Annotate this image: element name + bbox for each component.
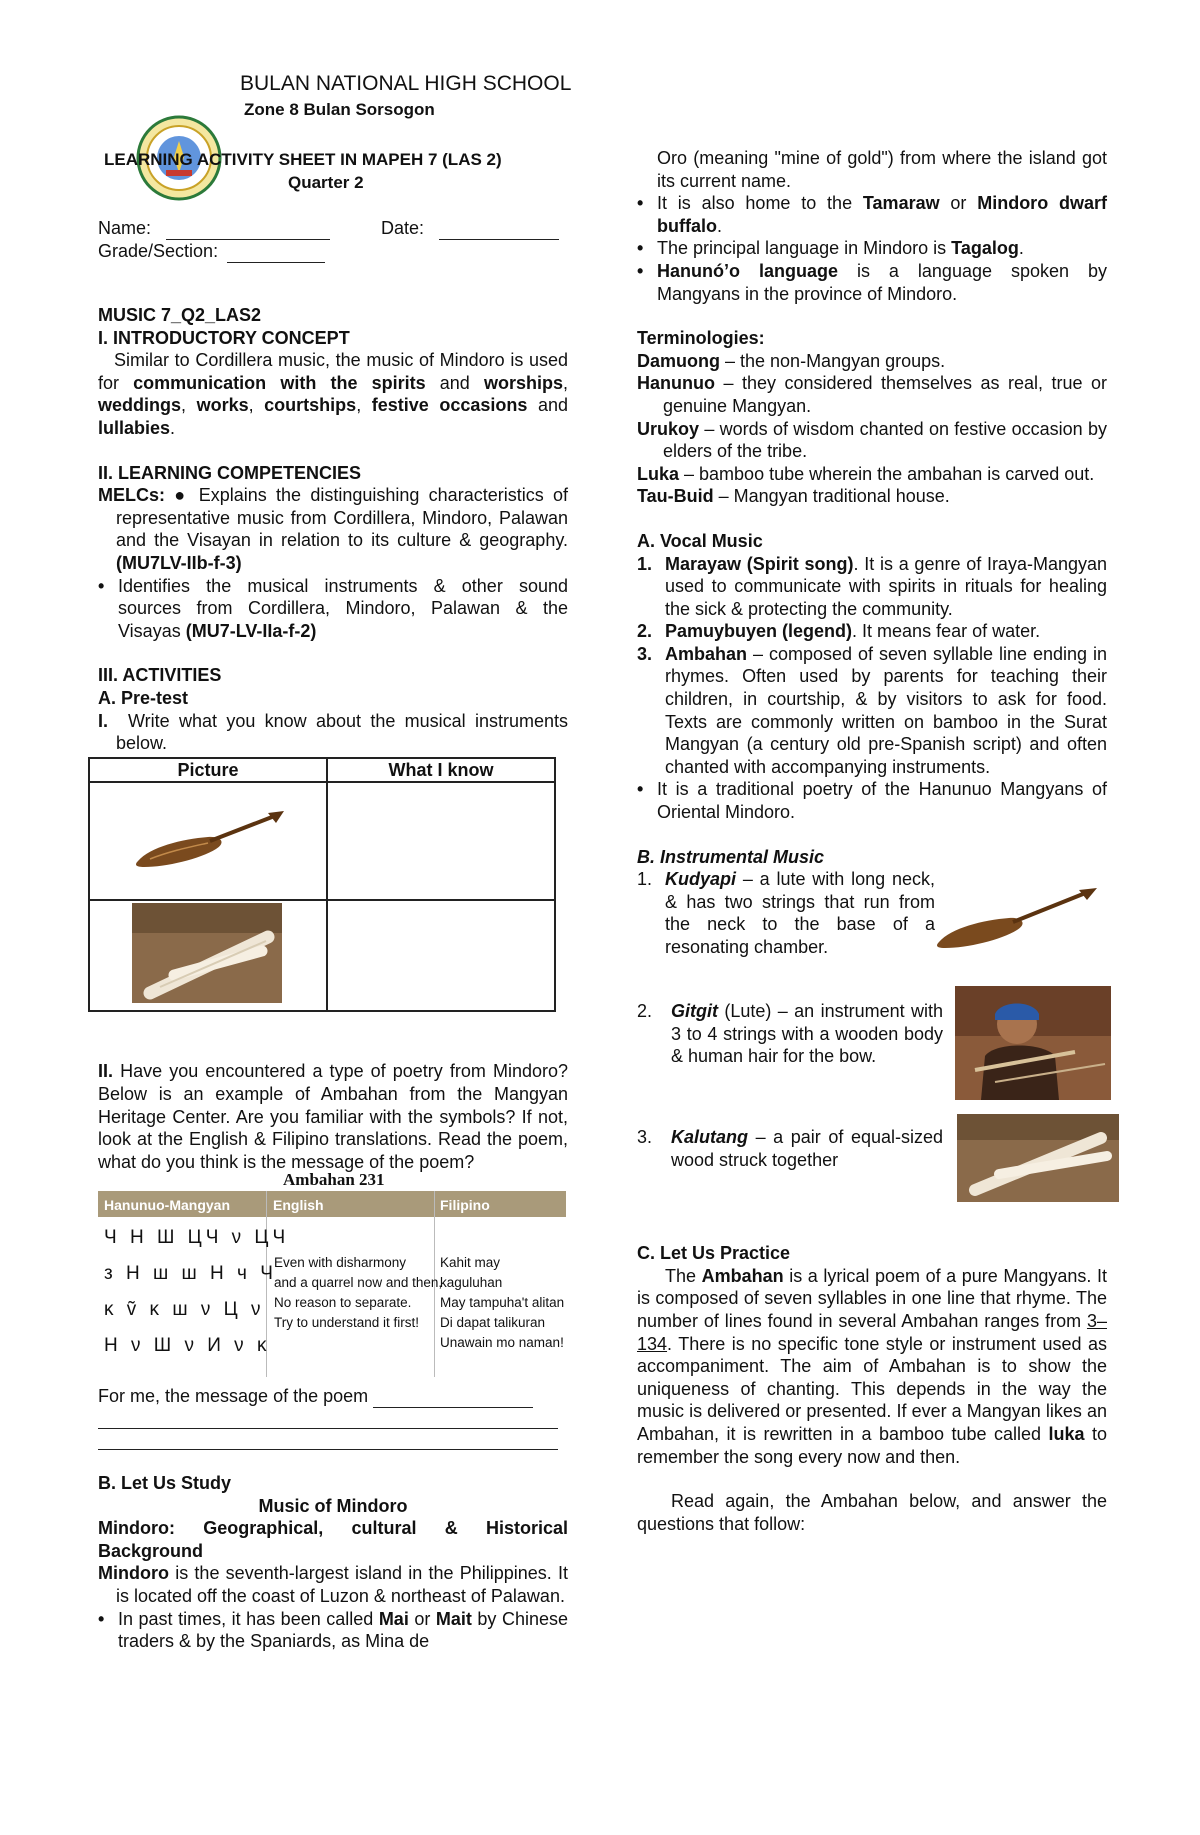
term-word: Hanunuo <box>637 373 715 394</box>
answer-line[interactable] <box>98 1429 558 1450</box>
continued-text: Oro (meaning "mine of gold") from where the island got its current name. <box>657 148 1107 191</box>
read-again-instruction: Read again, the Ambahan below, and answer the questions that follow: <box>637 1491 1107 1534</box>
ambahan-symbols-line: з Η ш ш Η ч Ч <box>104 1263 277 1285</box>
message-label: For me, the message of the poem <box>98 1386 369 1407</box>
ambahan-header-english: English <box>273 1197 324 1214</box>
item-title: Gitgit <box>671 1001 718 1022</box>
ambahan-title: Ambahan 231 <box>283 1170 385 1190</box>
intro-text: , <box>356 395 372 416</box>
term-definition: – they considered themselves as real, true or genuine Mangyan. <box>663 373 1107 416</box>
kalutang-picture <box>957 1114 1119 1202</box>
practice-bold: Ambahan <box>701 1265 784 1286</box>
sheet-title: LEARNING ACTIVITY SHEET IN MAPEH 7 (LAS 2) <box>104 150 502 169</box>
pretest-table <box>88 757 556 1013</box>
item-text: – composed of seven syllable line ending in rhymes. Often used by parents for teaching their children, in courtship, & by visitors to ask for food. Texts are commonly written on bamboo in the Surat Mangyan (a century old pre-Spanish script) and often chanted with accompanying instruments. <box>665 643 1107 777</box>
message-prompt <box>98 1385 568 1408</box>
bullet-text: . <box>1018 238 1024 259</box>
intro-text: and <box>527 395 568 416</box>
bullet-bold: Hanunó’o language <box>657 260 838 281</box>
melc-2 <box>98 575 568 643</box>
bullet-bold: Mindoro dwarf buffalo <box>657 193 1107 236</box>
bullet-text: or <box>408 1608 436 1629</box>
term-luka <box>637 463 1107 486</box>
term-definition: – Mangyan traditional house. <box>713 486 950 507</box>
instrumental-music-heading: B. Instrumental Music <box>637 846 825 867</box>
instrument-gitgit <box>637 1000 1107 1110</box>
item-text: – a lute with long neck, & has two strings that run from the neck to the base of a resonating chamber. <box>665 869 935 957</box>
bullet-bold: Tagalog <box>951 238 1019 259</box>
term-definition: – the non-Mangyan groups. <box>720 350 946 371</box>
gitgit-player-photo <box>955 986 1111 1100</box>
background-heading: Mindoro: Geographical, cultural & Historical Background <box>98 1518 568 1561</box>
bullet-text: The principal language in Mindoro is <box>657 238 952 259</box>
ambahan-filipino-line: Di dapat talikuran <box>440 1315 546 1331</box>
bullet-bold: Mai <box>378 1608 409 1629</box>
mindoro-paragraph <box>98 1562 568 1607</box>
school-address: Zone 8 Bulan Sorsogon <box>244 100 435 119</box>
intro-text: , <box>562 372 568 393</box>
intro-text: Similar to Cordillera music, the music of Mindoro is used for <box>98 350 568 393</box>
section-activities: III. ACTIVITIES <box>98 665 222 686</box>
kudyapi-image <box>90 783 326 893</box>
vocal-item-pamuybuyen <box>637 620 1107 643</box>
intro-text: . <box>170 417 176 438</box>
hanunoo-bullet <box>637 260 1107 305</box>
kalutang-image <box>90 901 326 1005</box>
intro-text: , <box>248 395 265 416</box>
answer-cell-2[interactable] <box>327 900 555 1012</box>
vocal-item-ambahan <box>637 643 1107 779</box>
item-title: Marayaw (Spirit song) <box>665 553 854 574</box>
school-name: BULAN NATIONAL HIGH SCHOOL <box>240 72 572 95</box>
item-text: . It means fear of water. <box>852 621 1041 642</box>
intro-bold: courtships <box>264 395 357 416</box>
ambahan-filipino-line: Unawain mo naman! <box>440 1335 564 1351</box>
ambahan-filipino-line: Kahit may kaguluhan <box>440 1255 503 1291</box>
pretest-heading: A. Pre-test <box>98 687 189 708</box>
ambahan-english-line: and a quarrel now and then, <box>274 1275 443 1291</box>
answer-cell-1[interactable] <box>327 782 555 900</box>
kalutang-text <box>637 1126 943 1171</box>
left-column <box>98 304 568 1653</box>
bullet-text: by Chinese traders & by the Spaniards, as Mina de <box>118 1608 568 1652</box>
term-definition: – words of wisdom chanted on festive occasion by elders of the tribe. <box>663 418 1107 462</box>
melc-1-text: ● Explains the distinguishing characteristics of representative music from Cordillera, Mindoro, Palawan and the Visayan in relation to its culture & geography. <box>116 485 568 551</box>
ambahan-bullet: • It is a traditional poetry of the Hanunuo Mangyans of Oriental Mindoro. <box>637 778 1107 823</box>
name-label: Name: <box>98 218 152 238</box>
date-field <box>381 217 559 240</box>
mindoro-bold: Mindoro <box>98 1563 169 1584</box>
term-word: Urukoy <box>637 418 700 439</box>
mindoro-text: is the seventh-largest island in the Philippines. It is located off the coast of Luzon & northeast of Palawan. <box>116 1563 568 1606</box>
gitgit-text <box>637 1000 943 1068</box>
grade-label: Grade/Section: <box>98 241 219 261</box>
kudyapi-text <box>637 868 935 958</box>
grade-blank[interactable] <box>227 262 325 263</box>
question-1-number: I. <box>98 710 109 731</box>
message-blank[interactable] <box>373 1407 533 1408</box>
practice-text: to remember the song every now and then. <box>637 1423 1108 1467</box>
intro-bold: weddings <box>98 395 182 416</box>
intro-text: , <box>181 395 197 416</box>
section-competencies: II. LEARNING COMPETENCIES <box>98 462 362 483</box>
date-label: Date: <box>381 218 425 238</box>
item-number: 3. <box>637 1127 653 1148</box>
music-of-mindoro-heading: Music of Mindoro <box>258 1495 408 1516</box>
section-introductory: I. INTRODUCTORY CONCEPT <box>98 327 350 348</box>
melcs-label: MELCs: <box>98 485 175 506</box>
bullet-text: . <box>717 215 723 236</box>
melc-1 <box>98 484 568 574</box>
question-2 <box>98 1060 568 1173</box>
ambahan-symbols-line: Η ν Ш ν И ν κ <box>104 1335 271 1357</box>
term-word: Luka <box>637 463 680 484</box>
bullet-text: In past times, it has been called <box>118 1608 379 1629</box>
ambahan-231-image <box>98 1170 566 1377</box>
let-us-practice-heading: C. Let Us Practice <box>637 1243 791 1264</box>
item-text: – a pair of equal-sized wood struck together <box>671 1127 943 1170</box>
section-let-us-study: B. Let Us Study <box>98 1473 232 1494</box>
picture-cell-kudyapi <box>89 782 327 900</box>
item-title: Kudyapi <box>665 869 737 890</box>
intro-text: and <box>425 372 484 393</box>
item-number: 1. <box>637 869 653 890</box>
lesson-code: MUSIC 7_Q2_LAS2 <box>98 305 262 325</box>
item-title: Kalutang <box>671 1127 749 1148</box>
picture-cell-kalutang <box>89 900 327 1012</box>
table-header-picture: Picture <box>89 758 327 783</box>
instrument-kudyapi <box>637 868 1107 984</box>
intro-paragraph <box>98 349 568 439</box>
grade-field <box>98 240 325 263</box>
bullet-bold: Tamaraw <box>862 193 940 214</box>
question-1-text: Write what you know about the musical instruments below. <box>116 710 568 754</box>
practice-bold: luka <box>1048 1423 1085 1444</box>
intro-bold: communication with the spirits <box>133 372 426 393</box>
intro-bold: works <box>196 395 249 416</box>
bullet-text: It is also home to the <box>657 193 863 214</box>
table-header-what-i-know: What I know <box>327 758 555 783</box>
answer-line[interactable] <box>98 1408 558 1429</box>
practice-text: The <box>665 1265 702 1286</box>
bullet-text: is a language spoken by Mangyans in the province of Mindoro. <box>657 260 1107 304</box>
bullet-bold: Mait <box>435 1608 472 1629</box>
ambahan-symbols-line: Ч Η Ш ЦЧ ν ЦЧ <box>104 1227 290 1249</box>
ambahan-header-filipino: Filipino <box>440 1197 490 1214</box>
practice-underlined: 3–134 <box>637 1311 1107 1354</box>
question-2-text: Have you encountered a type of poetry from Mindoro? Below is an example of Ambahan from the Mangyan Heritage Center. Are you familiar with the symbols? If not, look at the English & Filipino translations. Read the poem, what do you think is the message of the poem? <box>98 1061 568 1172</box>
intro-bold: worships <box>483 372 563 393</box>
practice-text: . There is no specific tone style or instrument used as accompaniment. The aim of Ambahan is to show the uniqueness of chanting. This depends in the way the music is delivered or presented. If ever a Mangyan likes an Ambahan, it is rewritten in a bamboo tube called <box>637 1333 1107 1444</box>
practice-text: is a lyrical poem of a pure Mangyans. It is composed of seven syllables in one line that rhyme. The number of lines found in several Ambahan ranges from <box>637 1265 1107 1331</box>
item-number: 1. <box>637 553 653 574</box>
kudyapi-picture <box>933 874 1113 970</box>
vocal-item-marayaw <box>637 553 1107 621</box>
ambahan-filipino-line: May tampuha't alitan <box>440 1295 565 1311</box>
item-title: Pamuybuyen (legend) <box>665 621 853 642</box>
term-hanunuo <box>637 372 1107 417</box>
question-1 <box>98 710 568 755</box>
name-field <box>98 217 330 240</box>
mindoro-names-bullet <box>98 1608 568 1653</box>
instrument-kalutang <box>637 1126 1107 1222</box>
item-title: Ambahan <box>665 643 748 664</box>
term-word: Damuong <box>637 350 720 371</box>
date-blank[interactable] <box>439 239 559 240</box>
intro-bold: lullabies <box>98 417 171 438</box>
item-number: 2. <box>637 1001 653 1022</box>
terminologies-heading: Terminologies: <box>637 328 765 349</box>
quarter-label: Quarter 2 <box>288 173 364 192</box>
ambahan-header-hanunuo: Hanunuo-Mangyan <box>104 1197 230 1214</box>
melc-2-code: (MU7-LV-IIa-f-2) <box>185 620 317 641</box>
vocal-music-heading: A. Vocal Music <box>637 530 763 551</box>
ambahan-english-line: Even with disharmony <box>274 1255 407 1271</box>
term-tau-buid <box>637 485 1107 508</box>
melc-1-code: (MU7LV-IIb-f-3) <box>116 552 242 573</box>
tamaraw-bullet <box>637 192 1107 237</box>
term-urukoy <box>637 418 1107 463</box>
item-text: (Lute) – an instrument with 3 to 4 strings with a wooden body & human hair for the bow. <box>671 1001 943 1067</box>
melc-2-text: Identifies the musical instruments & other sound sources from Cordillera, Mindoro, Palawan & the Visayas <box>118 575 568 641</box>
question-2-number: II. <box>98 1061 114 1082</box>
practice-paragraph <box>637 1265 1107 1468</box>
ambahan-english-line: No reason to separate. <box>274 1295 412 1311</box>
term-word: Tau-Buid <box>637 486 714 507</box>
term-damuong <box>637 350 1107 373</box>
bullet-text: or <box>939 193 978 214</box>
item-number: 2. <box>637 621 653 642</box>
item-text: . It is a genre of Iraya-Mangyan used to communicate with spirits in rituals for healing the sick & protecting the community. <box>665 553 1107 619</box>
intro-bold: festive occasions <box>371 395 528 416</box>
ambahan-english-line: Try to understand it first! <box>274 1315 420 1331</box>
ambahan-symbols-line: κ ṽ κ ш ν Ц ν <box>104 1299 265 1321</box>
term-definition: – bamboo tube wherein the ambahan is carved out. <box>679 463 1095 484</box>
item-number: 3. <box>637 643 653 664</box>
language-bullet <box>637 237 1107 260</box>
right-column <box>637 147 1107 1535</box>
